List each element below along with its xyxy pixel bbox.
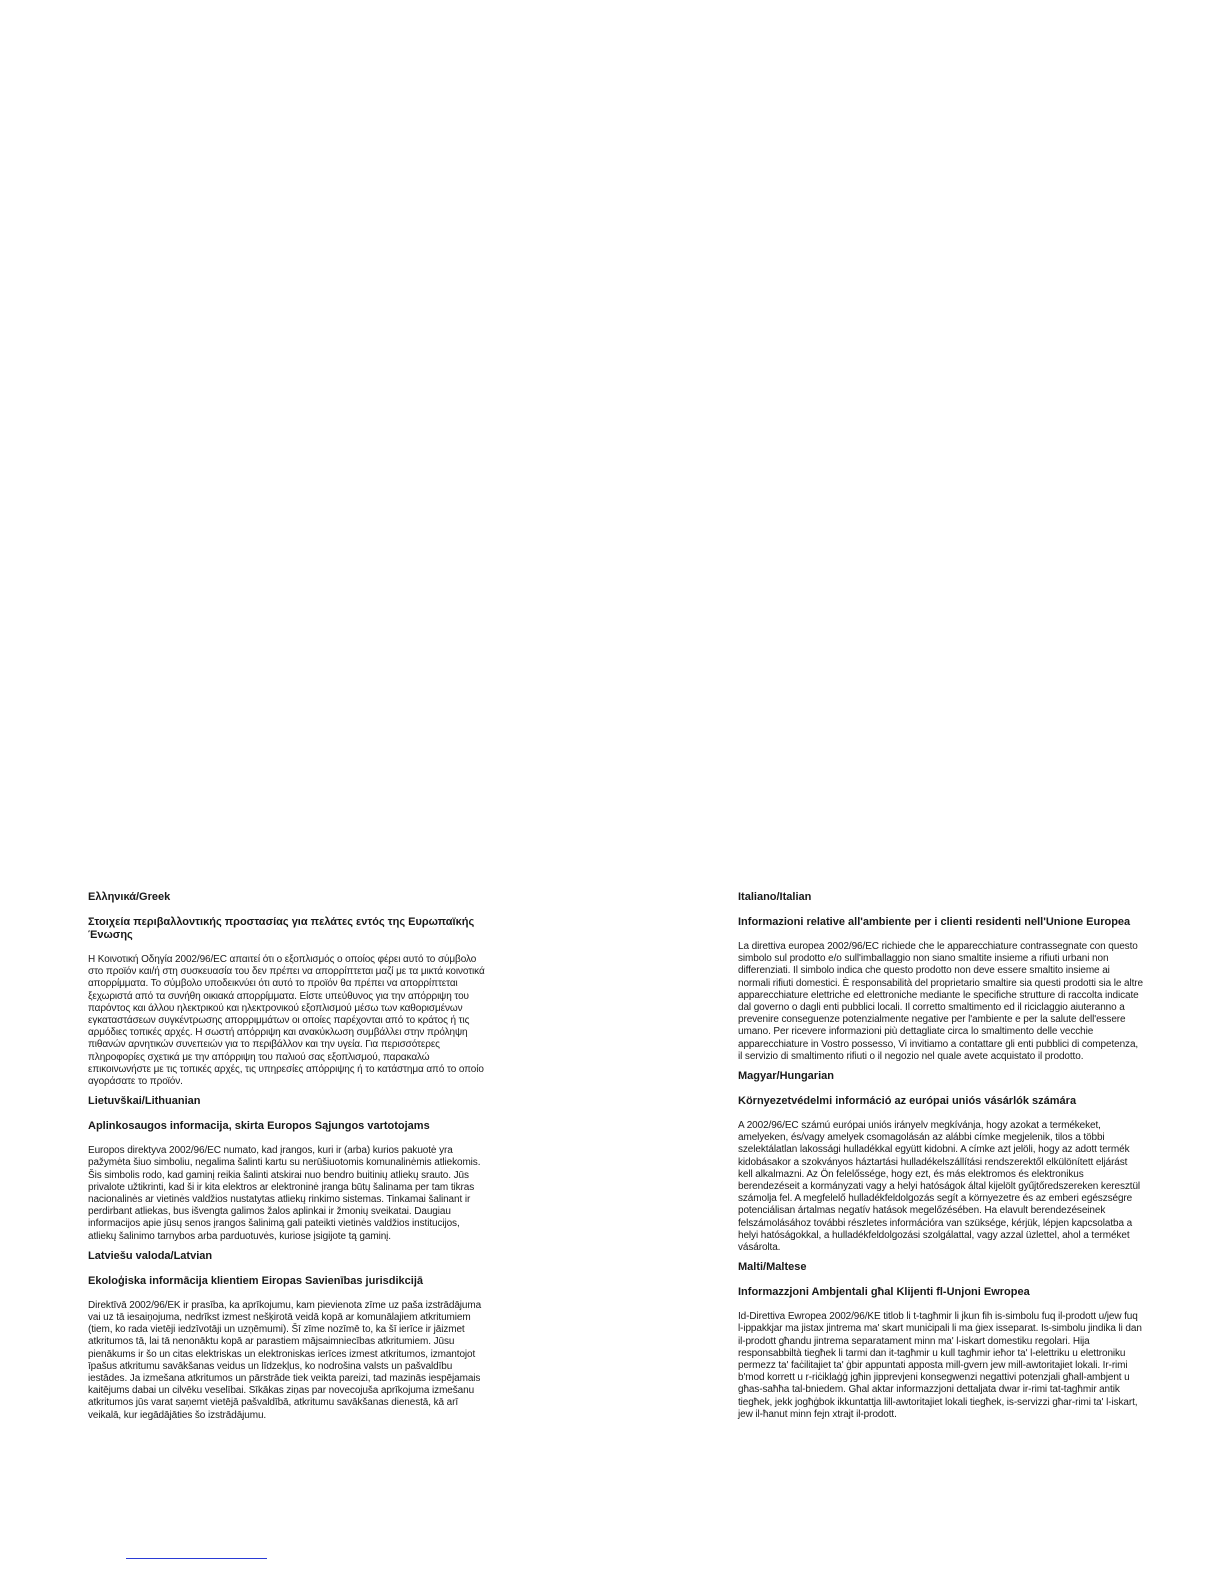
language-title: Italiano/Italian — [738, 891, 812, 903]
section-maltese — [738, 1260, 1143, 1421]
section-greek — [88, 890, 488, 1088]
right-column — [738, 890, 1143, 1427]
section-latvian — [88, 1249, 488, 1422]
section-heading: Környezetvédelmi információ az európai uniós vásárlók számára — [738, 1095, 1077, 1108]
section-heading: Στοιχεία περιβαλλοντικής προστασίας για πελάτες εντός της Ευρωπαϊκής Ένωσης — [88, 916, 475, 941]
section-lithuanian — [88, 1094, 488, 1243]
language-title: Lietuvškai/Lithuanian — [88, 1095, 201, 1108]
section-body: Id-Direttiva Ewropea 2002/96/KE titlob li t-tagħmir li jkun fih is-simbolu fuq il-prodott u/jew fuq l-ippakkjar ma jistax jintrema ma' skart muniċipali li ma ġiex isseparat. Is-simbolu jindika li dan il-prodott għandu jintrema separatament minn ma' l-iskart domestiku regolari. Hija responsabbiltà tiegħek li tarmi dan it-tagħmir u kull tagħmir ieħor ta' l-elettriku u elettroniku permezz ta' faċilitajiet ta' ġbir appuntati apposta mill-gvern jew mill-awtoritajiet lokali. Ir-rimi b'mod korrett u r-riċiklaġġ jgħin jipprevjeni konsegwenzi negattivi potenzjali għall-ambjent u għas-saħħa tal-bniedem. Għal aktar informazzjoni dettaljata dwar ir-rimi tat-tagħmir antik tiegħek, jekk jogħġbok ikkuntattja lill-awtoritajiet lokali tiegħek, is-servizzi għar-rimi ta' l-iskart, jew il-ħanut minn fejn xtrajt il-prodott. — [738, 1311, 1142, 1420]
language-title: Latviešu valoda/Latvian — [88, 1249, 213, 1262]
section-hungarian — [738, 1069, 1143, 1254]
section-body: La direttiva europea 2002/96/EC richiede che le apparecchiature contrassegnate con questo simbolo sul prodotto e/o sull'imballaggio non siano smaltite insieme a rifiuti urbani non differenziati. Il simbolo indica che questo prodotto non deve essere smaltito insieme ai normali rifiuti domestici. È responsabilità del proprietario smaltire sia questi prodotti sia le altre apparecchiature elettriche ed elettroniche mediante le specifiche strutture di raccolta indicate dal governo o dagli enti pubblici locali. Il corretto smaltimento ed il riciclaggio aiuteranno a prevenire conseguenze potenzialmente negative per l'ambiente e per la salute dell'essere umano. Per ricevere informazioni più dettagliate circa lo smaltimento delle vecchie apparecchiature in Vostro possesso, Vi invitiamo a contattare gli enti pubblici di competenza, il servizio di smaltimento rifiuti o il negozio nel quale avete acquistato il prodotto. — [738, 941, 1143, 1062]
footnote-divider — [126, 1558, 267, 1559]
section-heading: Informazzjoni Ambjentali għal Klijenti fl-Unjoni Ewropea — [738, 1286, 1030, 1299]
section-italian — [738, 890, 1143, 1063]
language-title: Ελληνικά/Greek — [88, 891, 171, 903]
section-body: Europos direktyva 2002/96/EC numato, kad įrangos, kuri ir (arba) kurios pakuotė yra pažymėta šiuo simboliu, negalima šalinti kartu su nerūšiuotomis komunalinėmis atliekomis. Šis simbolis rodo, kad gaminį reikia šalinti atskirai nuo bendro buitinių atliekų srauto. Jūs privalote užtikrinti, kad ši ir kita elektros ar elektroninė įranga būtų šalinama per tam tikras nacionalinės ar vietinės valdžios nustatytas atliekų rinkimo sistemas. Tinkamai šalinant ir perdirbant atliekas, bus išvengta galimos žalos aplinkai ir žmonių sveikatai. Daugiau informacijos apie jūsų senos įrangos šalinimą gali pateikti vietinės valdžios institucijos, atliekų šalinimo tarnybos arba parduotuvės, kuriose įsigijote tą gaminį. — [88, 1145, 481, 1242]
section-body: Η Κοινοτική Οδηγία 2002/96/EC απαιτεί ότι ο εξοπλισμός ο οποίος φέρει αυτό το σύμβολο στο προϊόν και/ή στη συσκευασία του δεν πρέπει να απορρίπτεται μαζί με τα μικτά κοινοτικά απορρίμματα. Το σύμβολο υποδεικνύει ότι αυτό το προϊόν θα πρέπει να απορρίπτεται ξεχωριστά από τα συνήθη οικιακά απορρίμματα. Είστε υπεύθυνος για την απόρριψη του παρόντος και άλλου ηλεκτρικού και ηλεκτρονικού εξοπλισμού μέσω των καθορισμένων εγκαταστάσεων συγκέντρωσης απορριμμάτων οι οποίες παρέχονται από το κράτος ή τις αρμόδιες τοπικές αρχές. Η σωστή απόρριψη και ανακύκλωση συμβάλλει στην πρόληψη πιθανών αρνητικών συνεπειών για το περιβάλλον και την υγεία. Για περισσότερες πληροφορίες σχετικά με την απόρριψη του παλιού σας εξοπλισμού, παρακαλώ επικοινωνήστε με τις τοπικές αρχές, τις υπηρεσίες απόρριψης ή το κατάστημα από το οποίο αγοράσατε το προϊόν. — [88, 954, 485, 1088]
section-heading: Aplinkosaugos informacija, skirta Europos Sąjungos vartotojams — [88, 1120, 430, 1133]
section-heading: Informazioni relative all'ambiente per i clienti residenti nell'Unione Europea — [738, 916, 1131, 928]
language-title: Malti/Maltese — [738, 1261, 807, 1274]
section-body: Direktīvā 2002/96/EK ir prasība, ka aprīkojumu, kam pievienota zīme uz paša izstrādājuma vai uz tā iesaiņojuma, nedrīkst izmest nešķirotā veidā kopā ar komunālajiem atkritumiem (tiem, ko rada vietēji iedzīvotāji un uzņēmumi). Šī zīme nozīmē to, ka šī ierīce ir jāizmet atkritumos tā, lai tā nenonāktu kopā ar parastiem mājsaimniecības atkritumiem. Jūsu pienākums ir šo un citas elektriskas un elektroniskas ierīces izmest atkritumos, izmantojot īpašus atkritumu savākšanas veidus un līdzekļus, ko nodrošina valsts un pašvaldību iestādes. Ja izmešana atkritumos un pārstrāde tiek veikta pareizi, tad mazinās iespējamais kaitējums dabai un cilvēku veselībai. Sīkākas ziņas par novecojuša aprīkojuma izmešanu atkritumos jūs varat saņemt vietējā pašvaldībā, atkritumu savākšanas dienestā, kā arī veikalā, kur iegādājāties šo izstrādājumu. — [88, 1299, 482, 1421]
language-title: Magyar/Hungarian — [738, 1070, 834, 1083]
section-body: A 2002/96/EC számú európai uniós irányelv megkívánja, hogy azokat a termékeket, amelyeken, és/vagy amelyek csomagolásán az alábbi címke megjelenik, tilos a többi szelektálatlan lakossági hulladékkal együtt kidobni. A címke azt jelöli, hogy az adott termék kidobásakor a szokványos háztartási hulladékelszállítási rendszerektől elkülönített eljárást kell alkalmazni. Az Ön felelőssége, hogy ezt, és más elektromos és elektronikus berendezéseit a kormányzati vagy a helyi hatóságok által kijelölt gyűjtőredszereken keresztül számolja fel. A megfelelő hulladékfeldolgozás segít a környezetre és az emberi egészségre potenciálisan ártalmas negatív hatások megelőzésében. Ha elavult berendezéseinek felszámolásához további részletes információra van szüksége, kérjük, lépjen kapcsolatba a helyi hatóságokkal, a hulladékfeldolgozási szolgálattal, vagy azzal üzlettel, ahol a terméket vásárolta. — [738, 1120, 1141, 1254]
left-column — [88, 890, 488, 1428]
section-heading: Ekoloģiska informācija klientiem Eiropas Savienības jurisdikcijā — [88, 1274, 424, 1287]
